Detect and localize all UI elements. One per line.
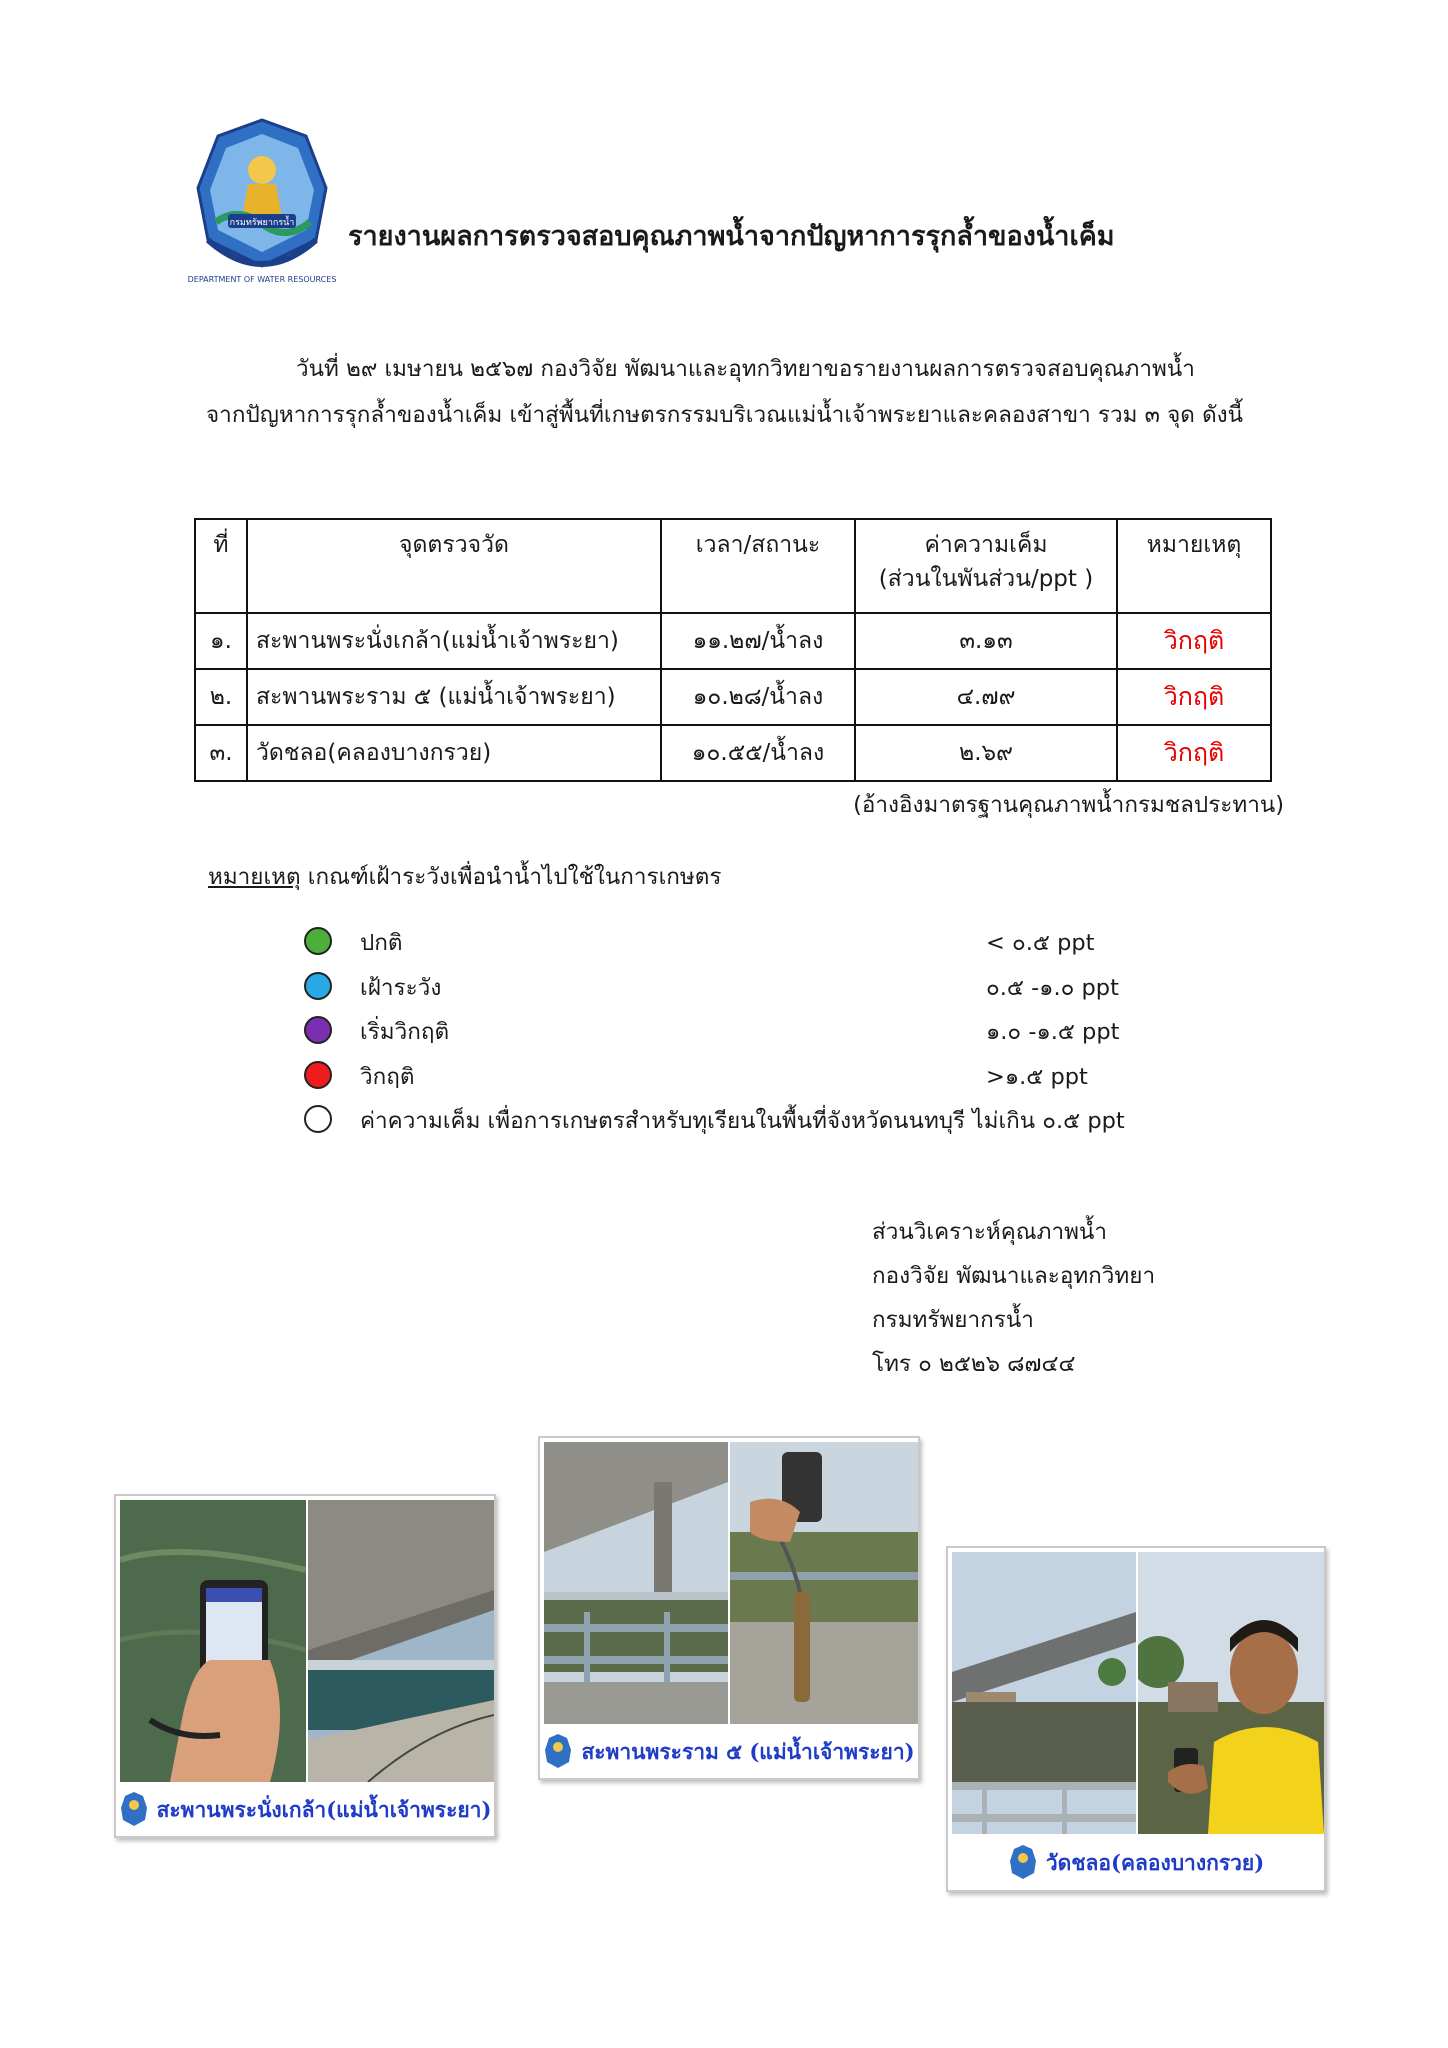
legend-item-normal — [304, 920, 1204, 965]
table-row — [195, 613, 1271, 669]
header-value-line2: (ส่วนในพันส่วน/ppt ) — [878, 566, 1094, 592]
row-note: วิกฤติ — [1117, 669, 1271, 725]
department-mini-logo-icon — [543, 1734, 573, 1770]
row-value: ๓.๑๓ — [855, 613, 1117, 669]
legend-label: ค่าความเค็ม เพื่อการเกษตรสำหรับทุเรียนในพื้นที่จังหวัดนนทบุรี ไม่เกิน ๐.๕ ppt — [360, 1108, 1125, 1134]
legend-label: เฝ้าระวัง — [360, 974, 442, 1001]
salinity-table — [194, 518, 1272, 782]
photo-canal-bridge — [952, 1552, 1136, 1834]
row-time: ๑๐.๒๘/น้ำลง — [661, 669, 855, 725]
table-row — [195, 669, 1271, 725]
photo-bridge-river — [544, 1442, 728, 1724]
legend-range: ๑.๐ -๑.๕ ppt — [986, 1019, 1120, 1045]
legend-range: < ๐.๕ ppt — [986, 930, 1095, 956]
reference-note: (อ้างอิงมาตรฐานคุณภาพน้ำกรมชลประทาน) — [853, 792, 1284, 818]
green-circle-icon — [304, 927, 332, 955]
legend-item-critical — [304, 1054, 1204, 1099]
legend-item-watch — [304, 965, 1204, 1010]
photo-caption — [116, 1790, 494, 1830]
row-note: วิกฤติ — [1117, 725, 1271, 781]
legend-label: ปกติ — [360, 930, 403, 956]
department-mini-logo-icon — [1008, 1845, 1038, 1881]
header-value-line1: ค่าความเค็ม — [924, 532, 1048, 558]
row-time: ๑๑.๒๗/น้ำลง — [661, 613, 855, 669]
remark — [208, 858, 721, 894]
row-no: ๓. — [195, 725, 247, 781]
logo-thai-text: กรมทรัพยากรน้ำ — [229, 218, 295, 228]
legend-range: >๑.๕ ppt — [986, 1063, 1088, 1090]
white-circle-icon — [304, 1105, 332, 1133]
row-note: วิกฤติ — [1117, 613, 1271, 669]
purple-circle-icon — [304, 1016, 332, 1044]
legend-label: เริ่มวิกฤติ — [360, 1019, 450, 1045]
blue-circle-icon — [304, 972, 332, 1000]
header-time: เวลา/สถานะ — [661, 519, 855, 613]
table-header-row — [195, 519, 1271, 613]
intro-line-1: วันที่ ๒๙ เมษายน ๒๕๖๗ กองวิจัย พัฒนาและอุทกวิทยาขอรายงานผลการตรวจสอบคุณภาพน้ำ — [296, 356, 1195, 382]
photo-bridge-underside — [308, 1500, 494, 1782]
row-value: ๒.๖๙ — [855, 725, 1117, 781]
row-no: ๒. — [195, 669, 247, 725]
photo-card — [114, 1494, 496, 1838]
signature-block — [872, 1210, 1155, 1386]
photo-caption — [540, 1732, 918, 1772]
department-logo — [188, 118, 336, 290]
department-mini-logo-icon — [119, 1792, 149, 1828]
row-no: ๑. — [195, 613, 247, 669]
legend-item-durian — [304, 1098, 1204, 1143]
row-value: ๔.๗๙ — [855, 669, 1117, 725]
remark-text: เกณฑ์เฝ้าระวังเพื่อนำน้ำไปใช้ในการเกษตร — [300, 864, 722, 890]
signature-line-4: โทร ๐ ๒๕๒๖ ๘๗๔๔ — [872, 1351, 1076, 1377]
photo-caption — [948, 1842, 1324, 1884]
header-note: หมายเหตุ — [1117, 519, 1271, 613]
legend-item-early-critical — [304, 1009, 1204, 1054]
legend-range: ๐.๕ -๑.๐ ppt — [986, 974, 1119, 1001]
photo-staff-selfie — [1138, 1552, 1324, 1834]
row-point: วัดชลอ(คลองบางกรวย) — [247, 725, 661, 781]
remark-label: หมายเหตุ — [208, 864, 301, 890]
header-point: จุดตรวจวัด — [247, 519, 661, 613]
photo-hand-meter — [120, 1500, 306, 1782]
signature-line-3: กรมทรัพยากรน้ำ — [872, 1307, 1034, 1333]
row-point: สะพานพระนั่งเกล้า(แม่น้ำเจ้าพระยา) — [247, 613, 661, 669]
intro-line-2: จากปัญหาการรุกล้ำของน้ำเค็ม เข้าสู่พื้นที่เกษตรกรรมบริเวณแม่น้ำเจ้าพระยาและคลองสาขา รวม ๓ จุด ดังนี้ — [206, 402, 1244, 428]
photo-card — [946, 1546, 1326, 1892]
red-circle-icon — [304, 1061, 332, 1089]
page-title: รายงานผลการตรวจสอบคุณภาพน้ำจากปัญหาการรุกล้ำของน้ำเค็ม — [348, 221, 1115, 252]
signature-line-1: ส่วนวิเคราะห์คุณภาพน้ำ — [872, 1219, 1107, 1245]
legend-label: วิกฤติ — [360, 1063, 415, 1090]
intro-paragraph — [206, 346, 1278, 438]
photo-caption-text: สะพานพระนั่งเกล้า(แม่น้ำเจ้าพระยา) — [156, 1796, 492, 1822]
photo-salinity-probe — [730, 1442, 918, 1724]
table-row — [195, 725, 1271, 781]
salinity-legend — [304, 920, 1204, 1143]
header-no: ที่ — [195, 519, 247, 613]
row-point: สะพานพระราม ๕ (แม่น้ำเจ้าพระยา) — [247, 669, 661, 725]
photo-caption-text: สะพานพระราม ๕ (แม่น้ำเจ้าพระยา) — [581, 1738, 915, 1764]
signature-line-2: กองวิจัย พัฒนาและอุทกวิทยา — [872, 1263, 1156, 1289]
logo-english-text: DEPARTMENT OF WATER RESOURCES — [188, 275, 336, 284]
header-value — [855, 519, 1117, 613]
row-time: ๑๐.๕๕/น้ำลง — [661, 725, 855, 781]
photo-card — [538, 1436, 920, 1780]
photo-caption-text: วัดชลอ(คลองบางกรวย) — [1045, 1849, 1265, 1875]
